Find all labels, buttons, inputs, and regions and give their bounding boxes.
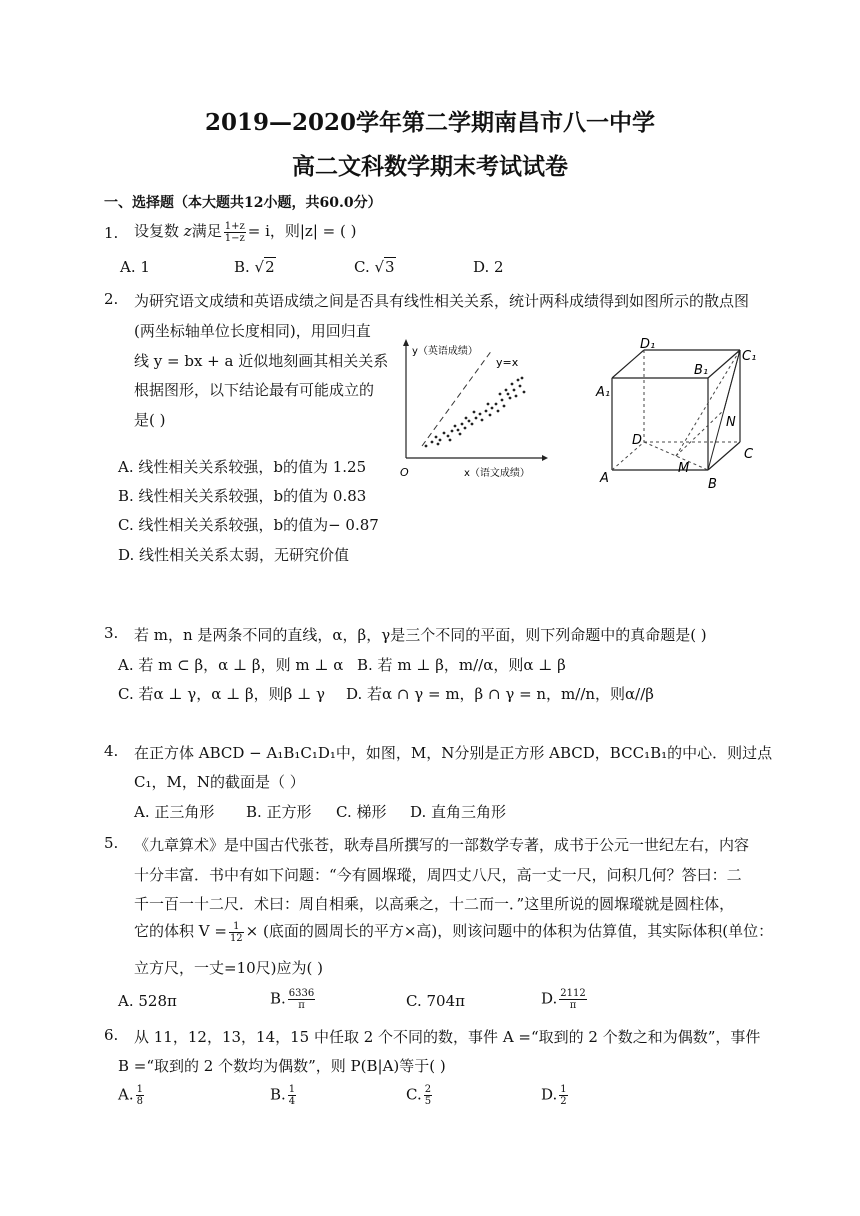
cube-label-n: N	[726, 415, 736, 430]
scatter-point	[489, 414, 492, 417]
scatter-point	[499, 393, 502, 396]
q1-text-mid: 满足	[191, 222, 222, 240]
scatter-point	[447, 435, 450, 438]
scatter-point	[501, 399, 504, 402]
scatter-point	[464, 427, 467, 430]
q4-option-b: B. 正方形	[246, 803, 312, 821]
cube-label-m: M	[678, 461, 690, 476]
q6-d-label: D.	[541, 1085, 558, 1104]
q1-number: 1.	[104, 224, 119, 242]
scatter-point	[425, 445, 428, 448]
q5-b-fraction	[288, 988, 315, 1011]
q5-d-num: 2112	[560, 988, 586, 999]
q5-line-3: 千一百一十二尺．术曰：周自相乘，以高乘之，十二而一．”这里所说的圆堢瑽就是圆柱体，	[134, 895, 735, 913]
scatter-point	[509, 397, 512, 400]
q3-option-a: A. 若 m ⊂ β，α ⊥ β，则 m ⊥ α	[118, 656, 344, 674]
cube-label-d1: D₁	[640, 337, 656, 352]
scatter-point	[435, 436, 438, 439]
cube-label-b1: B₁	[694, 363, 709, 378]
q5-b-den: π	[298, 1000, 305, 1011]
scatter-point	[517, 379, 520, 382]
scatter-point	[505, 389, 508, 392]
scatter-point	[519, 385, 522, 388]
q6-option-c	[406, 1084, 434, 1107]
q5-b-label: B.	[270, 989, 286, 1008]
scatter-point	[515, 395, 518, 398]
scatter-point	[523, 391, 526, 394]
scatter-point	[491, 407, 494, 410]
cube-edge-a1d1	[612, 350, 644, 378]
q5-option-b	[270, 988, 317, 1011]
q5-volume-rest: × (底面的圆周长的平方×高)，则该问题中的体积为估算值，其实际体积(单位：	[245, 922, 774, 940]
q6-a-num: 1	[136, 1084, 143, 1095]
q6-a-label: A.	[118, 1085, 134, 1104]
scatter-point	[457, 429, 460, 432]
q2-line-4: 根据图形，以下结论最有可能成立的	[134, 381, 375, 399]
q6-a-fraction	[136, 1084, 144, 1107]
q2-option-a: A. 线性相关关系较强，b的值为 1.25	[118, 458, 367, 476]
scatter-point	[511, 383, 514, 386]
q1-c-label: C. √	[354, 258, 385, 276]
scatter-point	[471, 423, 474, 426]
q5-frac-num: 1	[229, 921, 244, 933]
q2-number: 2.	[104, 290, 119, 308]
scatter-point	[468, 420, 471, 423]
q1-var: z	[183, 222, 192, 240]
section-heading: 一、选择题（本大题共12小题，共60.0分）	[104, 195, 382, 211]
cube-label-c: C	[744, 447, 754, 462]
q4-option-d: D. 直角三角形	[410, 803, 507, 821]
scatter-point	[507, 393, 510, 396]
scatter-point	[443, 432, 446, 435]
q5-line-1: 《九章算术》是中国古代张苍，耿寿昌所撰写的一部数学专著，成书于公元一世纪左右，内容	[134, 836, 750, 854]
q1-b-label: B. √	[234, 258, 265, 276]
scatter-point	[459, 433, 462, 436]
q5-volume-text: 它的体积 V =	[134, 922, 227, 940]
q2-line-1: 为研究语文成绩和英语成绩之间是否具有线性相关关系，统计两科成绩得到如图所示的散点图	[134, 292, 750, 310]
q1-stem	[134, 220, 356, 244]
scatter-y-arrow	[403, 339, 409, 346]
scatter-point	[465, 417, 468, 420]
q6-number: 6.	[104, 1026, 119, 1044]
q1-option-c	[354, 258, 396, 276]
q1-frac-num: 1+z	[224, 220, 245, 232]
cube-figure	[590, 332, 780, 494]
q2-line-3: 线 y = bx + a 近似地刻画其相关关系	[134, 352, 389, 370]
cube-edge-b1c1	[708, 350, 740, 378]
scatter-line-label: y=x	[496, 356, 519, 369]
q1-option-b	[234, 258, 276, 276]
q2-line-2: (两坐标轴单位长度相同)，用回归直	[134, 322, 371, 340]
scatter-origin: O	[400, 466, 409, 479]
q2-line-5: 是( )	[134, 411, 166, 429]
scatter-point	[475, 417, 478, 420]
q5-option-d	[541, 988, 589, 1011]
q5-fraction	[229, 921, 244, 944]
q6-a-den: 8	[136, 1096, 143, 1107]
doc-title-1: 2019—2020学年第二学期南昌市八一中学	[204, 109, 656, 136]
q5-number: 5.	[104, 834, 119, 852]
scatter-point	[495, 403, 498, 406]
q5-line-4	[134, 920, 773, 944]
q6-b-den: 4	[288, 1096, 296, 1107]
q5-d-label: D.	[541, 989, 558, 1008]
scatter-point	[521, 377, 524, 380]
q2-option-d: D. 线性相关关系太弱，无研究价值	[118, 546, 350, 564]
q2-option-b: B. 线性相关关系较强，b的值为 0.83	[118, 487, 367, 505]
q5-b-num: 6336	[288, 988, 315, 999]
doc-title-2: 高二文科数学期末考试试卷	[292, 153, 568, 180]
scatter-point	[513, 389, 516, 392]
q2-option-c: C. 线性相关关系较强，b的值为− 0.87	[118, 516, 379, 534]
q1-text-pre: 设复数	[134, 222, 180, 240]
scatter-point	[431, 441, 434, 444]
scatter-point	[454, 425, 457, 428]
q1-c-radicand: 3	[385, 258, 395, 276]
scatter-points	[425, 377, 526, 448]
q1-b-radicand: 2	[265, 258, 275, 276]
cube-label-a1: A₁	[596, 385, 611, 400]
q4-number: 4.	[104, 742, 119, 760]
q3-stem: 若 m，n 是两条不同的直线，α，β，γ是三个不同的平面，则下列命题中的真命题是( )	[134, 626, 707, 644]
scatter-x-arrow	[542, 455, 548, 461]
scatter-point	[449, 439, 452, 442]
q4-line-2: C₁，M，N的截面是（ ）	[134, 773, 305, 791]
q4-option-a: A. 正三角形	[134, 803, 215, 821]
q6-option-a	[118, 1084, 146, 1107]
q5-option-a: A. 528π	[118, 992, 177, 1010]
scatter-ylabel: y（英语成绩）	[412, 346, 478, 357]
scatter-point	[473, 411, 476, 414]
cube-label-c1: C₁	[742, 349, 757, 364]
q1-option-a: A. 1	[120, 258, 150, 276]
scatter-point	[451, 430, 454, 433]
q6-b-fraction	[288, 1084, 296, 1107]
scatter-point	[461, 423, 464, 426]
scatter-point	[485, 410, 488, 413]
scatter-xlabel: x（语文成绩）	[464, 468, 530, 479]
q1-option-d: D. 2	[473, 258, 504, 276]
cube-label-a: A	[600, 471, 609, 486]
q5-d-den: π	[569, 1000, 577, 1011]
q6-d-den: 2	[560, 1096, 567, 1107]
q6-c-den: 5	[424, 1096, 432, 1107]
q3-option-d: D. 若α ∩ γ = m，β ∩ γ = n，m//n，则α//β	[346, 685, 654, 703]
q6-option-b	[270, 1084, 298, 1107]
cube-label-d: D	[632, 433, 643, 448]
q6-line-2: B =“取到的 2 个数均为偶数”，则 P(B|A)等于( )	[118, 1057, 446, 1075]
scatter-point	[487, 403, 490, 406]
scatter-figure	[392, 334, 552, 484]
q3-option-b: B. 若 m ⊥ β，m//α，则α ⊥ β	[357, 656, 566, 674]
scatter-point	[439, 439, 442, 442]
q1-fraction	[224, 221, 246, 244]
q3-number: 3.	[104, 624, 119, 642]
cube-segment-nc1	[724, 350, 740, 410]
q6-option-d	[541, 1084, 570, 1107]
scatter-point	[479, 413, 482, 416]
q6-c-label: C.	[406, 1085, 422, 1104]
cube-segment-mn	[676, 410, 724, 456]
q5-line-5: 立方尺，一丈=10尺)应为( )	[134, 959, 323, 977]
q1-text-eq: = i，则|z| = ( )	[247, 222, 357, 240]
q5-line-2: 十分丰富．书中有如下问题：“今有圆堢瑽，周四丈八尺，高一丈一尺，问积几何？答曰：二	[134, 866, 742, 884]
q5-frac-den: 12	[229, 932, 243, 944]
q6-line-1: 从 11，12，13，14，15 中任取 2 个不同的数，事件 A =“取到的 2 个数之和为偶数”，事件	[134, 1028, 761, 1046]
scatter-point	[481, 419, 484, 422]
scatter-reference-line	[422, 350, 492, 446]
scatter-point	[437, 443, 440, 446]
q4-option-c: C. 梯形	[336, 803, 387, 821]
scatter-point	[497, 410, 500, 413]
q6-c-num: 2	[424, 1084, 432, 1095]
q6-c-fraction	[424, 1084, 432, 1107]
scatter-point	[503, 405, 506, 408]
q6-b-num: 1	[288, 1084, 296, 1095]
q6-d-fraction	[559, 1084, 567, 1107]
cube-label-b: B	[708, 477, 717, 492]
q5-option-c: C. 704π	[406, 992, 465, 1010]
q6-b-label: B.	[270, 1085, 286, 1104]
q6-d-num: 1	[560, 1084, 567, 1095]
q1-frac-den: 1−z	[224, 232, 245, 244]
cube-edge-bc	[708, 442, 740, 470]
q4-line-1: 在正方体 ABCD − A₁B₁C₁D₁中，如图，M，N分别是正方形 ABCD，BCC₁B₁的中心．则过点	[134, 744, 773, 762]
q5-d-fraction	[559, 988, 586, 1011]
q3-option-c: C. 若α ⊥ γ，α ⊥ β，则β ⊥ γ	[118, 685, 325, 703]
